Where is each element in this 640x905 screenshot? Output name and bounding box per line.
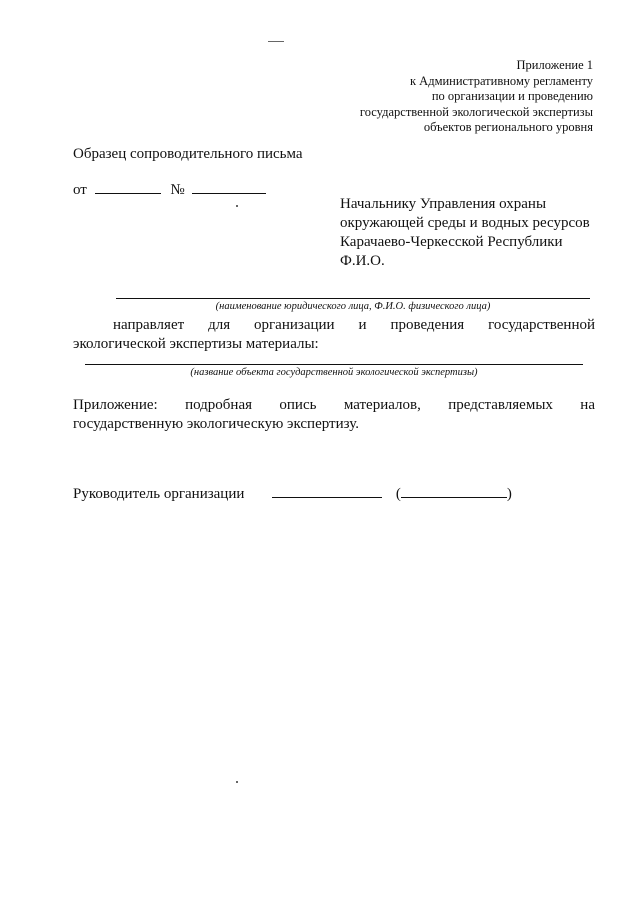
signature-label: Руководитель организации <box>73 486 245 502</box>
scan-mark <box>236 781 238 783</box>
signature-blank <box>272 484 382 498</box>
number-blank <box>192 180 266 194</box>
number-label: № <box>170 182 185 198</box>
document-title: Образец сопроводительного письма <box>73 146 303 162</box>
appendix-line: по организации и проведению <box>431 89 593 104</box>
name-blank <box>401 484 507 498</box>
open-paren: ( <box>395 486 401 502</box>
attachment-line: Приложение: подробная опись материалов, представляемых на <box>73 397 595 413</box>
sends-paragraph <box>73 316 595 354</box>
addressee-line: окружающей среды и водных ресурсов <box>340 215 590 231</box>
addressee-block <box>340 195 590 271</box>
object-name-line <box>85 364 583 365</box>
sends-line: экологической экспертизы материалы: <box>73 336 319 352</box>
scan-mark <box>236 205 238 207</box>
addressee-line: Карачаево-Черкесской Республики <box>340 234 563 250</box>
scan-mark <box>268 41 284 42</box>
appendix-line: к Административному регламенту <box>409 73 593 88</box>
date-number-line <box>73 180 266 199</box>
object-caption: (название объекта государственной экологической экспертизы) <box>190 367 478 378</box>
appendix-line: государственной экологической экспертизы <box>359 104 593 119</box>
addressee-line: Ф.И.О. <box>340 253 385 269</box>
from-label: от <box>73 182 87 198</box>
signature-line <box>73 484 512 503</box>
appendix-line: Приложение 1 <box>516 58 593 72</box>
appendix-header <box>360 58 593 136</box>
appendix-line: объектов регионального уровня <box>423 120 593 135</box>
sends-text: направляет для организации и проведения государственной <box>113 317 595 333</box>
date-blank <box>95 180 161 194</box>
close-paren: ) <box>506 486 512 502</box>
entity-caption: (наименование юридического лица, Ф.И.О. физического лица) <box>215 301 491 312</box>
addressee-line: Начальнику Управления охраны <box>340 196 547 212</box>
sends-line <box>73 316 595 335</box>
attachment-line: государственную экологическую экспертизу. <box>73 416 359 432</box>
entity-name-line <box>116 298 590 299</box>
attachment-paragraph <box>73 396 595 434</box>
